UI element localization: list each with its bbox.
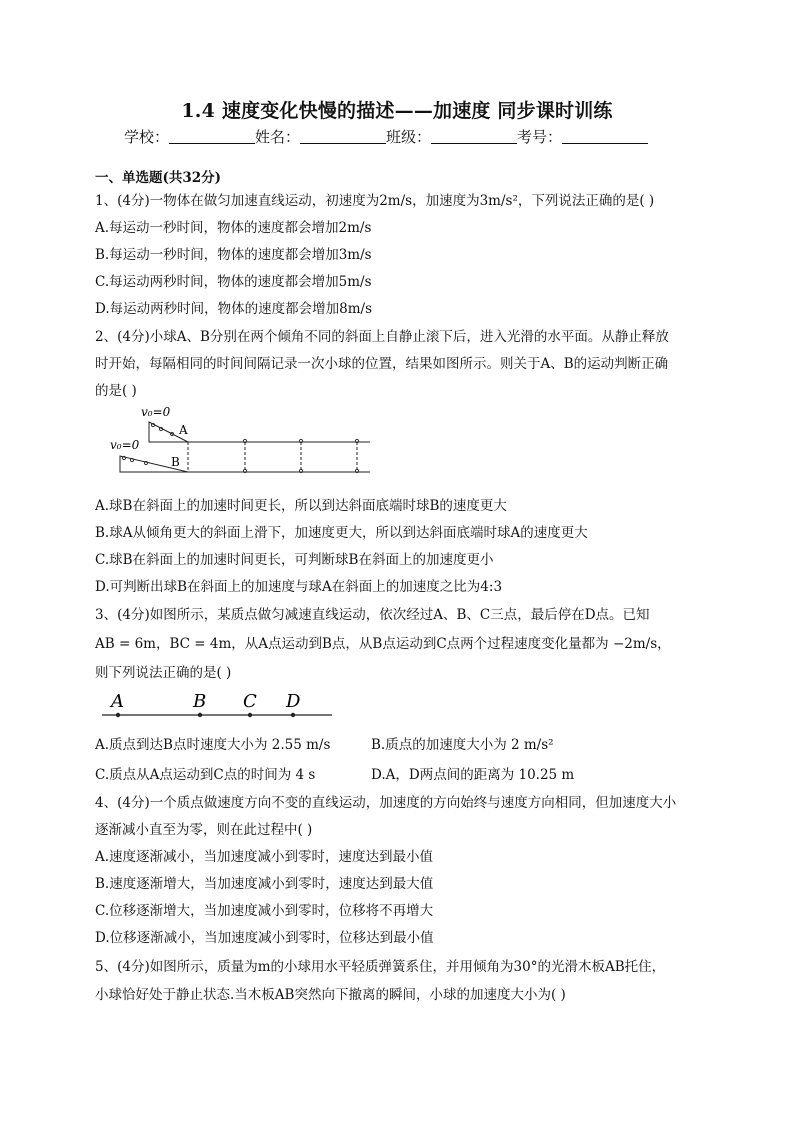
point-a-dot [116, 713, 120, 717]
q1-stem: 1、(4分)一物体在做匀加速直线运动，初速度为2m/s，加速度为3m/s²，下列说法正确的是( ) [95, 193, 655, 209]
number-label: 考号： [517, 128, 563, 146]
fig-v0-bottom-label: v₀=0 [110, 438, 140, 452]
q4-stem-line2: 逐渐减小直至为零，则在此过程中( ) [95, 822, 313, 838]
q5-stem-line1: 5、(4分)如图所示，质量为m的小球用水平轻质弹簧系住，并用倾角为30°的光滑木板AB托住， [95, 959, 666, 975]
q4-option-a[interactable]: A.速度逐渐减小，当加速度减小到零时，速度达到最小值 [95, 849, 434, 865]
point-b-dot [198, 713, 202, 717]
q3-stem-line1: 3、(4分)如图所示，某质点做匀减速直线运动，依次经过A、B、C三点，最后停在D点。已知 [95, 607, 650, 623]
name-label: 姓名： [255, 128, 301, 146]
ball-b-mark [144, 461, 147, 464]
fig-v0-top-label: v₀=0 [141, 405, 171, 419]
q4-stem-line1: 4、(4分)一个质点做速度方向不变的直线运动，加速度的方向始终与速度方向相同，但加速度大小 [95, 795, 677, 811]
page-title: 1.4 速度变化快慢的描述——加速度 同步课时训练 [181, 100, 613, 122]
q1-option-b[interactable]: B.每运动一秒时间，物体的速度都会增加3m/s [95, 247, 372, 263]
ball-b-mark [355, 469, 358, 472]
ball-a-mark [299, 439, 302, 442]
q1-option-d[interactable]: D.每运动两秒时间，物体的速度都会增加8m/s [95, 301, 372, 317]
q2-option-a[interactable]: A.球B在斜面上的加速时间更长，所以到达斜面底端时球B的速度更大 [95, 498, 507, 514]
q4-option-d[interactable]: D.位移逐渐减小，当加速度减小到零时，位移达到最小值 [95, 930, 434, 946]
q3-option-a[interactable]: A.质点到达B点时速度大小为 2.55 m/s [95, 737, 331, 753]
q2-option-c[interactable]: C.球B在斜面上的加速时间更长，可判断球B在斜面上的加速度更小 [95, 552, 494, 568]
q4-option-b[interactable]: B.速度逐渐增大，当加速度减小到零时，速度达到最大值 [95, 876, 434, 892]
q3-stem-line2: AB = 6m，BC = 4m，从A点运动到B点，从B点运动到C点两个过程速度变化量都为 −2m/s， [95, 636, 671, 652]
fig-label-a: A [179, 423, 188, 437]
q3-stem-line3: 则下列说法正确的是( ) [95, 665, 232, 681]
q3-option-c[interactable]: C.质点从A点运动到C点的时间为 4 s [95, 767, 316, 783]
q2-stem-line1: 2、(4分)小球A、B分别在两个倾角不同的斜面上自静止滚下后，进入光滑的水平面。从静止释放 [95, 329, 669, 345]
ball-a-mark [159, 427, 162, 430]
class-blank[interactable] [431, 129, 517, 144]
point-b-label: B [193, 691, 207, 712]
section-heading: 一、单选题(共32分) [95, 170, 222, 186]
ball-b-mark [122, 456, 125, 459]
q2-stem-line2: 时开始，每隔相同的时间间隔记录一次小球的位置，结果如图所示。则关于A、B的运动判断正确 [95, 356, 669, 372]
ball-a-mark [355, 439, 358, 442]
name-blank[interactable] [300, 129, 386, 144]
q2-stem-line3: 的是( ) [95, 383, 137, 399]
number-blank[interactable] [562, 129, 648, 144]
q1-option-a[interactable]: A.每运动一秒时间，物体的速度都会增加2m/s [95, 220, 372, 236]
q2-option-d[interactable]: D.可判断出球B在斜面上的加速度与球A在斜面上的加速度之比为4:3 [95, 579, 503, 595]
school-label: 学校： [124, 128, 170, 146]
point-c-label: C [243, 691, 257, 712]
q2-option-b[interactable]: B.球A从倾角更大的斜面上滑下，加速度更大，所以到达斜面底端时球A的速度更大 [95, 525, 588, 541]
point-a-label: A [111, 691, 124, 712]
q3-option-d[interactable]: D.A，D两点间的距离为 10.25 m [371, 767, 575, 783]
q2-incline-figure [108, 400, 373, 482]
ball-b-mark [299, 469, 302, 472]
q4-option-c[interactable]: C.位移逐渐增大，当加速度减小到零时，位移将不再增大 [95, 903, 434, 919]
ball-a-mark [243, 439, 246, 442]
student-info-line [124, 126, 648, 147]
school-blank[interactable] [169, 129, 255, 144]
q5-stem-line2: 小球恰好处于静止状态.当木板AB突然向下撤离的瞬间，小球的加速度大小为( ) [95, 987, 566, 1003]
ball-a-mark [151, 423, 154, 426]
ball-b-mark [243, 469, 246, 472]
point-c-dot [248, 713, 252, 717]
point-d-label: D [286, 691, 301, 712]
q1-option-c[interactable]: C.每运动两秒时间，物体的速度都会增加5m/s [95, 274, 372, 290]
class-label: 班级： [386, 128, 432, 146]
point-d-dot [291, 713, 295, 717]
ball-b-mark [130, 458, 133, 461]
q3-line-figure [100, 688, 336, 720]
q3-option-b[interactable]: B.质点的加速度大小为 2 m/s² [371, 737, 554, 753]
fig-label-b: B [171, 455, 180, 469]
